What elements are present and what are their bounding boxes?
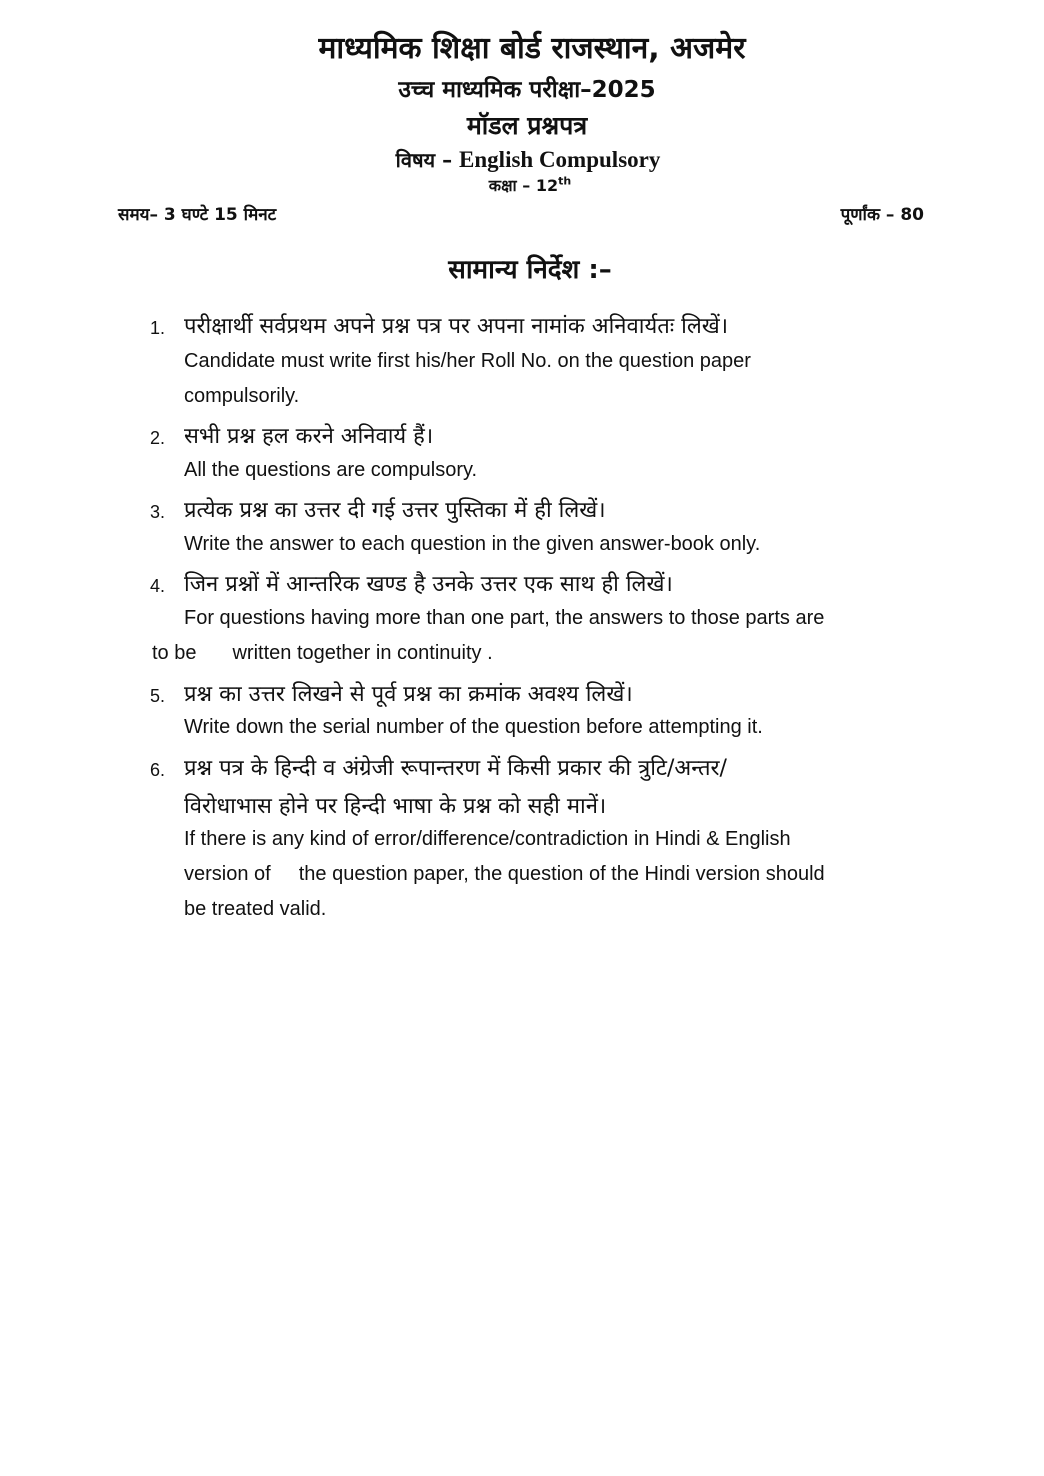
instruction-english: All the questions are compulsory.	[184, 459, 478, 481]
instruction-english: compulsorily.	[184, 385, 300, 407]
english-part: version of	[184, 863, 271, 885]
instruction-hindi: प्रश्न पत्र के हिन्दी व अंग्रेजी रूपान्तरण में किसी प्रकार की त्रुटि/अन्तर/	[184, 756, 727, 781]
instruction-number: 4.	[150, 576, 166, 596]
instruction-number: 1.	[150, 318, 166, 338]
instruction-english: Write the answer to each question in the given answer-book only.	[184, 533, 761, 555]
instruction-number: 2.	[150, 428, 166, 448]
class-line	[8, 174, 1044, 196]
subject-name: English Compulsory	[459, 147, 661, 172]
instruction-english: Candidate must write first his/her Roll No. on the question paper	[184, 350, 751, 372]
instruction-english	[184, 863, 825, 886]
instruction-hindi: प्रश्न का उत्तर लिखने से पूर्व प्रश्न का क्रमांक अवश्य लिखें।	[184, 682, 633, 707]
instruction-english: If there is any kind of error/difference/contradiction in Hindi & English	[184, 828, 791, 850]
instruction-hindi: जिन प्रश्नों में आन्तरिक खण्ड है उनके उत्तर एक साथ ही लिखें।	[184, 572, 673, 597]
instruction-english-continued	[152, 642, 493, 665]
instruction-number: 5.	[150, 686, 166, 706]
instruction-number: 6.	[150, 760, 166, 780]
instruction-number: 3.	[150, 502, 166, 522]
instruction-hindi: सभी प्रश्न हल करने अनिवार्य हैं।	[184, 424, 434, 449]
subject-label: विषय –	[395, 148, 453, 172]
english-part: the question paper, the question of the Hindi version should	[298, 863, 825, 885]
instruction-english: Write down the serial number of the question before attempting it.	[184, 716, 763, 738]
class-suffix: th	[558, 174, 572, 188]
exam-title: उच्च माध्यमिक परीक्षा–2025	[398, 77, 656, 103]
continuation-part: written together in continuity .	[232, 642, 493, 664]
time-allowed: समय– 3 घण्टे 15 मिनट	[118, 205, 277, 225]
maximum-marks: पूर्णांक – 80	[840, 205, 924, 225]
board-title: माध्यमिक शिक्षा बोर्ड राजस्थान, अजमेर	[318, 31, 746, 66]
instruction-hindi: प्रत्येक प्रश्न का उत्तर दी गई उत्तर पुस्तिका में ही लिखें।	[184, 498, 606, 523]
class-label: कक्षा – 12	[488, 176, 559, 195]
instruction-hindi: परीक्षार्थी सर्वप्रथम अपने प्रश्न पत्र पर अपना नामांक अनिवार्यतः लिखें।	[184, 314, 729, 339]
paper-title: मॉडल प्रश्नपत्र	[466, 111, 588, 140]
continuation-part: to be	[152, 642, 197, 664]
instruction-english: For questions having more than one part, the answers to those parts are	[184, 607, 825, 629]
instruction-hindi: विरोधाभास होने पर हिन्दी भाषा के प्रश्न को सही मानें।	[184, 794, 607, 819]
subject-line	[6, 146, 1044, 173]
instruction-english: be treated valid.	[184, 898, 327, 920]
instructions-heading: सामान्य निर्देश :–	[448, 255, 612, 285]
